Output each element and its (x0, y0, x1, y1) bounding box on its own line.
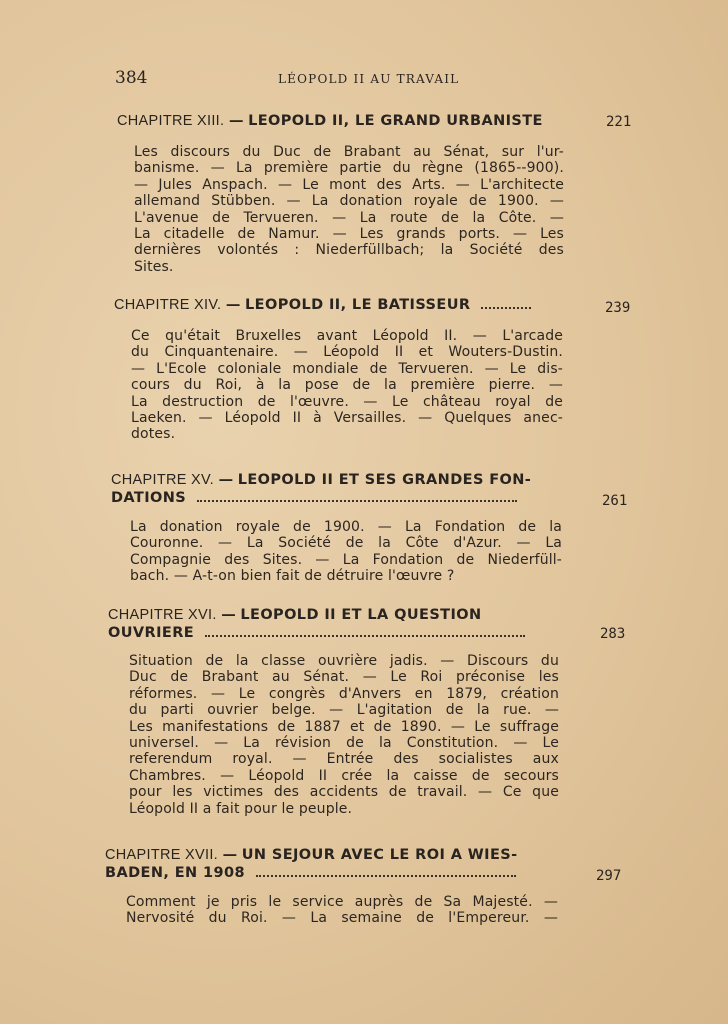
chapter-title: LEOPOLD II ET LA QUESTION (240, 607, 482, 623)
chapter-summary: Comment je pris le service auprès de Sa Majesté. — Nervosité du Roi. — La semaine de l'Empereur. — (126, 894, 558, 927)
chapter-page-number: 283 (600, 626, 626, 642)
chapter-title: UN SEJOUR AVEC LE ROI A WIES- (241, 847, 518, 863)
chapter-number: CHAPITRE XV. (111, 472, 214, 488)
chapter-title: LEOPOLD II, LE GRAND URBANISTE (248, 113, 543, 129)
chapter-title: LEOPOLD II ET SES GRANDES FON- (237, 472, 532, 488)
chapter-page-number: 221 (606, 114, 632, 130)
leader-dots (205, 631, 525, 637)
chapter-number: CHAPITRE XVI. (108, 607, 217, 623)
leader-dots (256, 871, 516, 877)
chapter-heading: CHAPITRE XV. — LEOPOLD II ET SES GRANDES FON- DATIONS (111, 472, 532, 506)
chapter-page-number: 261 (602, 493, 628, 509)
chapter-heading: CHAPITRE XVI. — LEOPOLD II ET LA QUESTION OUVRIERE (108, 606, 564, 642)
chapter-number: CHAPITRE XVII. (105, 847, 218, 863)
chapter-title: LEOPOLD II, LE BATISSEUR (245, 297, 471, 313)
chapter-heading: CHAPITRE XIII. — LEOPOLD II, LE GRAND URBANISTE (117, 113, 543, 129)
chapter-heading: CHAPITRE XIV. — LEOPOLD II, LE BATISSEUR (114, 296, 674, 314)
running-title: LÉOPOLD II AU TRAVAIL (278, 72, 460, 86)
chapter-summary: La donation royale de 1900. — La Fondation de la Couronne. — La Société de la Côte d'Azur. — La Compagnie des Sites. — La Fondation de Niederfüll- bach. — A-t-on bien fait de détruire l'œuvre ? (130, 519, 562, 585)
chapter-number: CHAPITRE XIII. (117, 113, 225, 129)
chapter-summary: Ce qu'était Bruxelles avant Léopold II. — L'arcade du Cinquantenaire. — Léopold II et Wouters-Dustin. — L'Ecole coloniale mondiale de Tervueren. — Le dis- cours du Roi, à la pose de la première pierre. — La destruction de l'œuvre. — Le château royal de Laeken. — Léopold II à Versailles. — Quelques anec- dotes. (131, 328, 563, 443)
page-header (0, 68, 728, 92)
chapter-page-number: 297 (596, 868, 622, 884)
chapter-number: CHAPITRE XIV. (114, 297, 222, 313)
page-number: 384 (115, 68, 148, 88)
leader-dots (481, 303, 531, 309)
chapter-summary: Les discours du Duc de Brabant au Sénat, sur l'ur- banisme. — La première partie du règne (1865--900). — Jules Anspach. — Le mont des Arts. — L'architecte allemand Stübben. — La donation royale de 1900. — L'avenue de Tervueren. — La route de la Côte. — La citadelle de Namur. — Les grands ports. — Les dernières volontés : Niederfüllbach; la Société des Sites. (134, 144, 564, 275)
chapter-heading: CHAPITRE XVII. — UN SEJOUR AVEC LE ROI A WIES- BADEN, EN 1908 (105, 847, 518, 881)
leader-dots (197, 496, 517, 502)
chapter-summary: Situation de la classe ouvrière jadis. — Discours du Duc de Brabant au Sénat. — Le Roi préconise les réformes. — Le congrès d'Anvers en 1879, création du parti ouvrier belge. — L'agitation de la rue. — Les manifestations de 1887 et de 1890. — Le suffrage universel. — La révision de la Constitution. — Le referendum royal. — Entrée des socialistes aux Chambres. — Léopold II crée la caisse de secours pour les victimes des accidents de travail. — Ce que Léopold II a fait pour le peuple. (129, 653, 559, 817)
chapter-page-number: 239 (605, 300, 631, 316)
